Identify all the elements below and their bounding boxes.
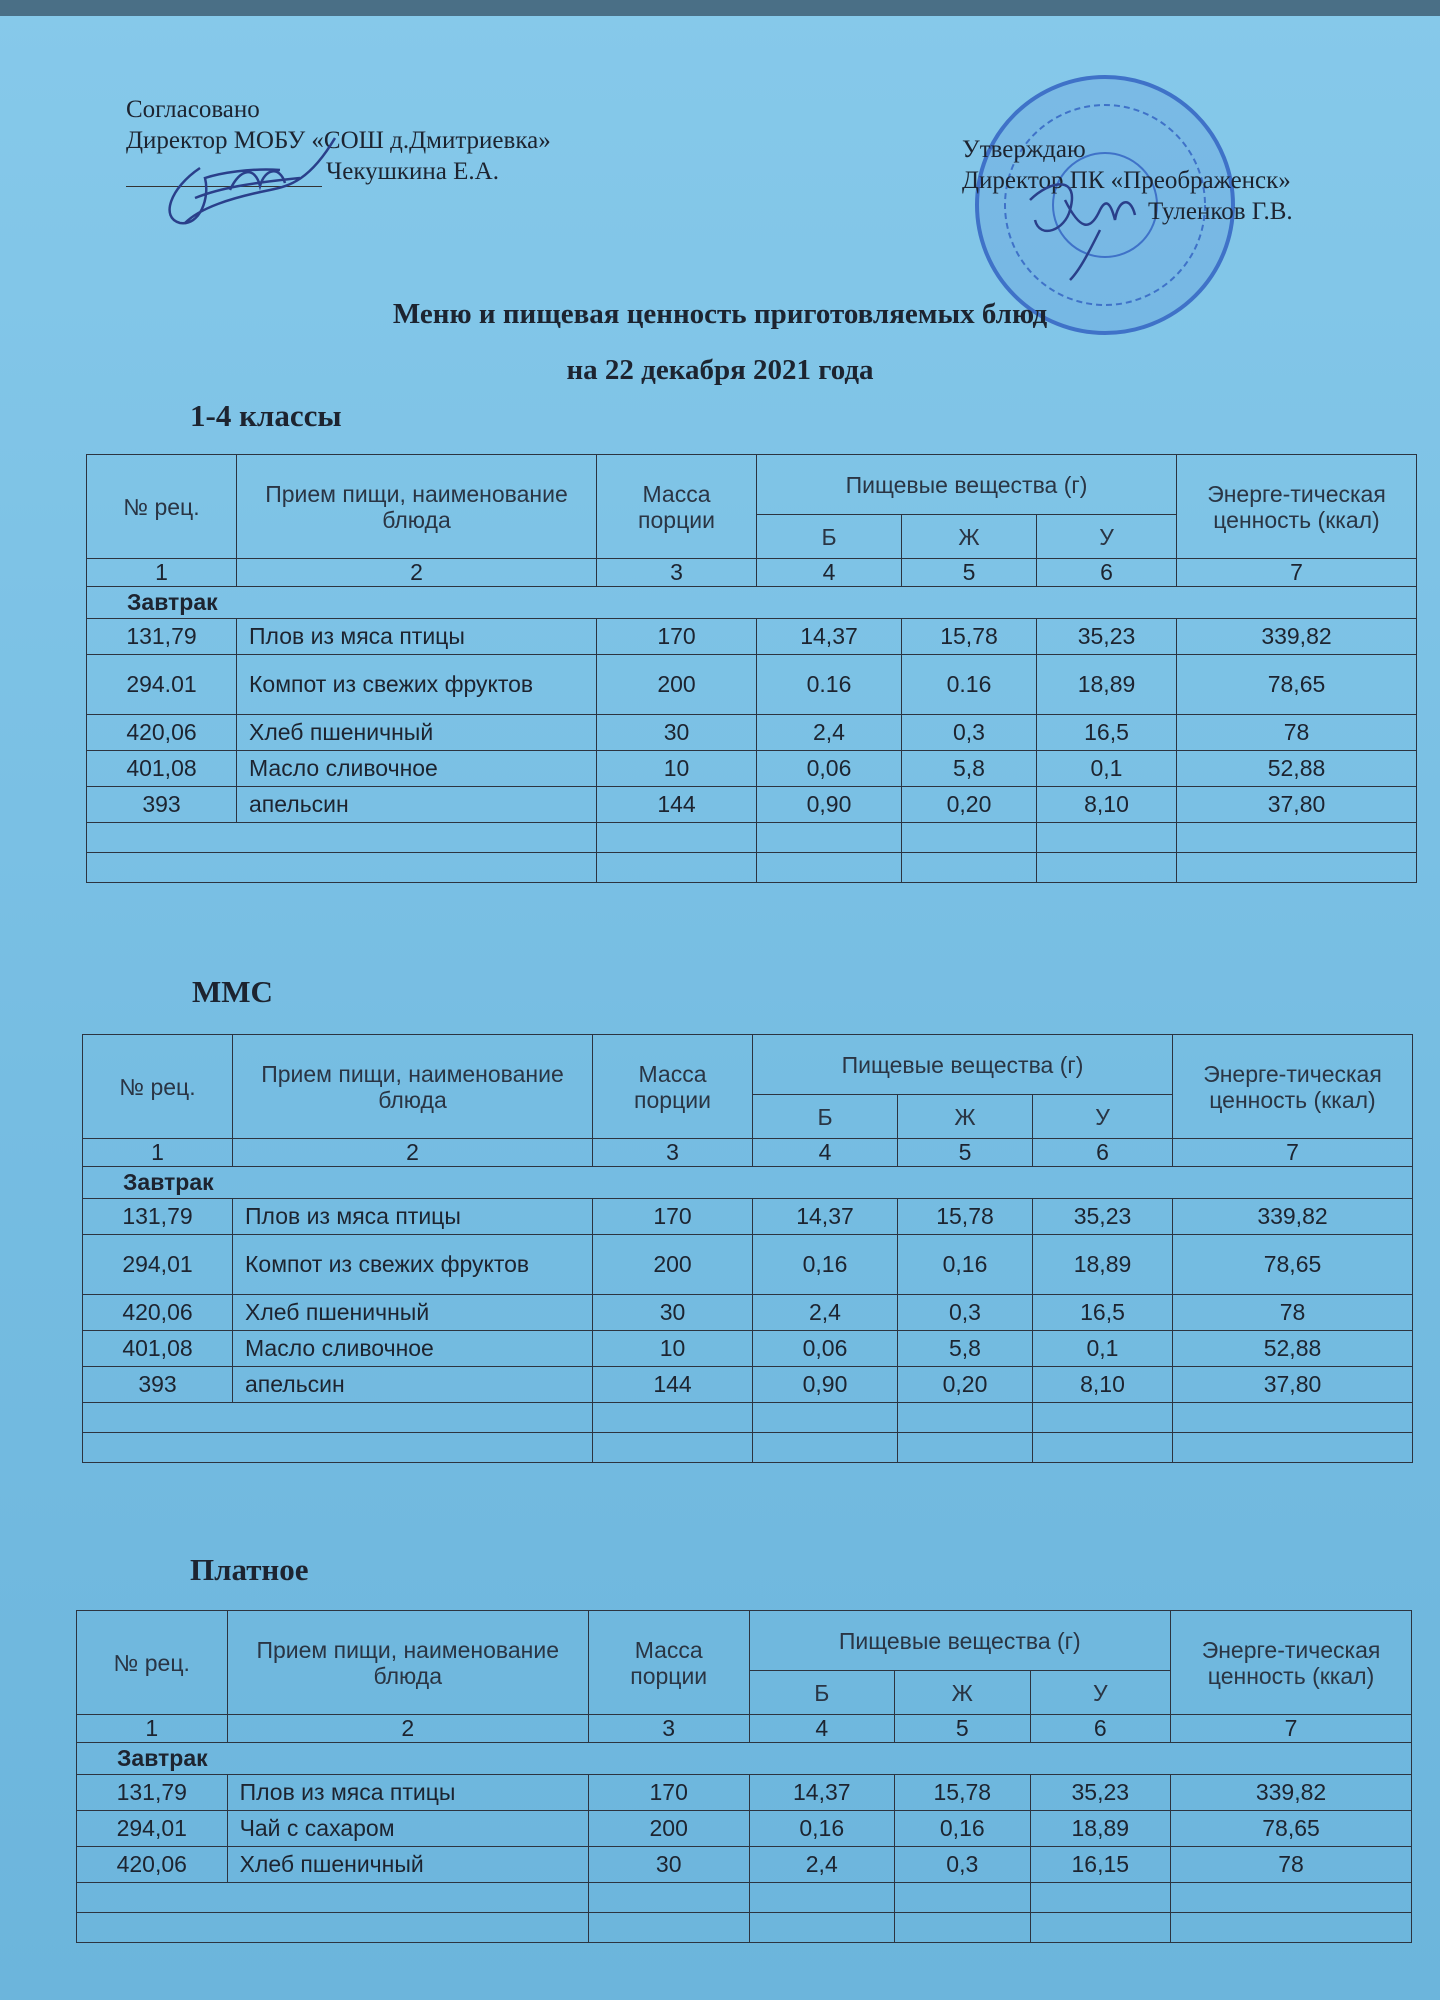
recipe-number: 131,79 xyxy=(77,1775,228,1811)
header-rec-no: № рец. xyxy=(87,455,237,559)
empty-cell xyxy=(1030,1913,1171,1943)
menu-table-paid xyxy=(76,1610,1412,1943)
recipe-number: 294,01 xyxy=(83,1235,233,1295)
empty-cell xyxy=(898,1433,1033,1463)
header-rec-no: № рец. xyxy=(77,1611,228,1715)
empty-cell xyxy=(1033,1403,1173,1433)
table-row xyxy=(83,1235,1413,1295)
carbs-value: 35,23 xyxy=(1030,1775,1171,1811)
table-row xyxy=(87,751,1417,787)
portion-mass: 200 xyxy=(597,655,757,715)
recipe-number: 131,79 xyxy=(87,619,237,655)
meal-label: Завтрак xyxy=(77,1743,1412,1775)
empty-cell xyxy=(1173,1403,1413,1433)
column-number: 6 xyxy=(1037,559,1177,587)
table-row xyxy=(83,1295,1413,1331)
empty-cell xyxy=(902,823,1037,853)
empty-cell xyxy=(749,1883,895,1913)
dish-name: апельсин xyxy=(237,787,597,823)
protein-value: 2,4 xyxy=(753,1295,898,1331)
protein-value: 14,37 xyxy=(749,1775,895,1811)
empty-cell xyxy=(753,1433,898,1463)
photo-edge xyxy=(0,0,1440,16)
carbs-value: 16,5 xyxy=(1037,715,1177,751)
recipe-number: 131,79 xyxy=(83,1199,233,1235)
header-nutrients: Пищевые вещества (г) xyxy=(757,455,1177,515)
header-carbs: У xyxy=(1033,1095,1173,1139)
recipe-number: 420,06 xyxy=(87,715,237,751)
header-rec-no: № рец. xyxy=(83,1035,233,1139)
protein-value: 0,16 xyxy=(749,1811,895,1847)
fat-value: 0,20 xyxy=(902,787,1037,823)
fat-value: 15,78 xyxy=(895,1775,1031,1811)
column-number: 6 xyxy=(1033,1139,1173,1167)
empty-cell xyxy=(83,1433,593,1463)
portion-mass: 144 xyxy=(597,787,757,823)
recipe-number: 420,06 xyxy=(77,1847,228,1883)
energy-value: 78,65 xyxy=(1171,1811,1412,1847)
empty-cell xyxy=(77,1913,589,1943)
empty-cell xyxy=(87,823,597,853)
header-energy: Энерге-тическая ценность (ккал) xyxy=(1171,1611,1412,1715)
meal-label: Завтрак xyxy=(87,587,1417,619)
carbs-value: 18,89 xyxy=(1033,1235,1173,1295)
header-energy: Энерге-тическая ценность (ккал) xyxy=(1177,455,1417,559)
fat-value: 0,16 xyxy=(895,1811,1031,1847)
section-heading-1-4: 1-4 классы xyxy=(190,398,342,433)
carbs-value: 18,89 xyxy=(1030,1811,1171,1847)
column-number: 2 xyxy=(227,1715,588,1743)
portion-mass: 30 xyxy=(597,715,757,751)
empty-cell xyxy=(902,853,1037,883)
carbs-value: 8,10 xyxy=(1037,787,1177,823)
protein-value: 0.16 xyxy=(757,655,902,715)
empty-row xyxy=(87,823,1417,853)
section-heading-paid: Платное xyxy=(190,1552,309,1587)
carbs-value: 35,23 xyxy=(1037,619,1177,655)
empty-cell xyxy=(593,1403,753,1433)
header-meal-name: Прием пищи, наименование блюда xyxy=(227,1611,588,1715)
energy-value: 339,82 xyxy=(1171,1775,1412,1811)
header-nutrients: Пищевые вещества (г) xyxy=(753,1035,1173,1095)
column-number: 2 xyxy=(237,559,597,587)
header-meal-name: Прием пищи, наименование блюда xyxy=(233,1035,593,1139)
column-number: 1 xyxy=(87,559,237,587)
recipe-number: 420,06 xyxy=(83,1295,233,1331)
portion-mass: 170 xyxy=(597,619,757,655)
table-row xyxy=(87,715,1417,751)
energy-value: 339,82 xyxy=(1177,619,1417,655)
empty-cell xyxy=(83,1403,593,1433)
carbs-value: 0,1 xyxy=(1033,1331,1173,1367)
fat-value: 0,16 xyxy=(898,1235,1033,1295)
approval-left-position: Директор МОБУ «СОШ д.Дмитриевка» xyxy=(126,127,551,154)
recipe-number: 401,08 xyxy=(83,1331,233,1367)
column-number: 6 xyxy=(1030,1715,1171,1743)
header-protein: Б xyxy=(749,1671,895,1715)
table-row xyxy=(87,619,1417,655)
empty-row xyxy=(77,1913,1412,1943)
header-carbs: У xyxy=(1030,1671,1171,1715)
column-number: 4 xyxy=(753,1139,898,1167)
empty-cell xyxy=(1177,853,1417,883)
column-number: 3 xyxy=(588,1715,749,1743)
menu-table-1-4 xyxy=(86,454,1417,883)
portion-mass: 144 xyxy=(593,1367,753,1403)
recipe-number: 393 xyxy=(87,787,237,823)
header-energy: Энерге-тическая ценность (ккал) xyxy=(1173,1035,1413,1139)
table-row xyxy=(77,1847,1412,1883)
recipe-number: 294.01 xyxy=(87,655,237,715)
empty-cell xyxy=(1037,823,1177,853)
table-row xyxy=(83,1199,1413,1235)
protein-value: 0,90 xyxy=(757,787,902,823)
portion-mass: 30 xyxy=(588,1847,749,1883)
empty-cell xyxy=(1030,1883,1171,1913)
protein-value: 2,4 xyxy=(757,715,902,751)
protein-value: 0,90 xyxy=(753,1367,898,1403)
table-row xyxy=(83,1331,1413,1367)
carbs-value: 18,89 xyxy=(1037,655,1177,715)
header-fat: Ж xyxy=(898,1095,1033,1139)
header-fat: Ж xyxy=(902,515,1037,559)
protein-value: 0,06 xyxy=(757,751,902,787)
column-number: 2 xyxy=(233,1139,593,1167)
page-subtitle: на 22 декабря 2021 года xyxy=(566,354,874,386)
empty-row xyxy=(87,853,1417,883)
portion-mass: 200 xyxy=(588,1811,749,1847)
column-number: 1 xyxy=(77,1715,228,1743)
carbs-value: 35,23 xyxy=(1033,1199,1173,1235)
empty-cell xyxy=(87,853,597,883)
energy-value: 78,65 xyxy=(1177,655,1417,715)
empty-cell xyxy=(895,1883,1031,1913)
fat-value: 5,8 xyxy=(898,1331,1033,1367)
portion-mass: 170 xyxy=(593,1199,753,1235)
column-number: 3 xyxy=(593,1139,753,1167)
energy-value: 78,65 xyxy=(1173,1235,1413,1295)
header-carbs: У xyxy=(1037,515,1177,559)
section-heading-mms: ММС xyxy=(192,974,273,1009)
page-title: Меню и пищевая ценность приготовляемых блюд xyxy=(392,298,1048,330)
header-fat: Ж xyxy=(895,1671,1031,1715)
column-number: 7 xyxy=(1177,559,1417,587)
column-number: 7 xyxy=(1171,1715,1412,1743)
column-number: 5 xyxy=(898,1139,1033,1167)
energy-value: 78 xyxy=(1171,1847,1412,1883)
energy-value: 78 xyxy=(1177,715,1417,751)
empty-cell xyxy=(1037,853,1177,883)
fat-value: 5,8 xyxy=(902,751,1037,787)
empty-cell xyxy=(588,1913,749,1943)
dish-name: Масло сливочное xyxy=(237,751,597,787)
empty-cell xyxy=(749,1913,895,1943)
protein-value: 2,4 xyxy=(749,1847,895,1883)
dish-name: Плов из мяса птицы xyxy=(227,1775,588,1811)
dish-name: Хлеб пшеничный xyxy=(233,1295,593,1331)
empty-cell xyxy=(1171,1883,1412,1913)
table-row xyxy=(87,655,1417,715)
empty-cell xyxy=(597,853,757,883)
header-protein: Б xyxy=(757,515,902,559)
portion-mass: 10 xyxy=(593,1331,753,1367)
dish-name: Компот из свежих фруктов xyxy=(237,655,597,715)
empty-cell xyxy=(1033,1433,1173,1463)
fat-value: 15,78 xyxy=(902,619,1037,655)
empty-cell xyxy=(1173,1433,1413,1463)
empty-cell xyxy=(1171,1913,1412,1943)
fat-value: 0,20 xyxy=(898,1367,1033,1403)
energy-value: 37,80 xyxy=(1173,1367,1413,1403)
portion-mass: 170 xyxy=(588,1775,749,1811)
fat-value: 15,78 xyxy=(898,1199,1033,1235)
approval-right-label: Утверждаю xyxy=(962,136,1086,163)
approval-left-name: Чекушкина Е.А. xyxy=(326,158,499,185)
table-row xyxy=(87,787,1417,823)
fat-value: 0,3 xyxy=(902,715,1037,751)
column-number: 3 xyxy=(597,559,757,587)
empty-row xyxy=(83,1433,1413,1463)
empty-cell xyxy=(895,1913,1031,1943)
column-number: 7 xyxy=(1173,1139,1413,1167)
column-number: 5 xyxy=(902,559,1037,587)
energy-value: 78 xyxy=(1173,1295,1413,1331)
header-portion: Масса порции xyxy=(588,1611,749,1715)
column-number: 5 xyxy=(895,1715,1031,1743)
table-row xyxy=(77,1775,1412,1811)
carbs-value: 0,1 xyxy=(1037,751,1177,787)
meal-label: Завтрак xyxy=(83,1167,1413,1199)
portion-mass: 30 xyxy=(593,1295,753,1331)
empty-row xyxy=(77,1883,1412,1913)
header-portion: Масса порции xyxy=(597,455,757,559)
column-number: 4 xyxy=(749,1715,895,1743)
energy-value: 52,88 xyxy=(1173,1331,1413,1367)
empty-cell xyxy=(757,823,902,853)
empty-cell xyxy=(757,853,902,883)
empty-cell xyxy=(77,1883,589,1913)
protein-value: 0,06 xyxy=(753,1331,898,1367)
column-number: 1 xyxy=(83,1139,233,1167)
protein-value: 14,37 xyxy=(753,1199,898,1235)
header-protein: Б xyxy=(753,1095,898,1139)
approval-left-label: Согласовано xyxy=(126,96,260,123)
carbs-value: 16,15 xyxy=(1030,1847,1171,1883)
energy-value: 339,82 xyxy=(1173,1199,1413,1235)
table-row xyxy=(77,1811,1412,1847)
carbs-value: 16,5 xyxy=(1033,1295,1173,1331)
left-signature xyxy=(160,128,360,248)
energy-value: 52,88 xyxy=(1177,751,1417,787)
empty-cell xyxy=(898,1403,1033,1433)
dish-name: Плов из мяса птицы xyxy=(233,1199,593,1235)
dish-name: Компот из свежих фруктов xyxy=(233,1235,593,1295)
header-nutrients: Пищевые вещества (г) xyxy=(749,1611,1171,1671)
fat-value: 0,3 xyxy=(895,1847,1031,1883)
dish-name: Чай с сахаром xyxy=(227,1811,588,1847)
protein-value: 0,16 xyxy=(753,1235,898,1295)
dish-name: Хлеб пшеничный xyxy=(227,1847,588,1883)
table-row xyxy=(83,1367,1413,1403)
dish-name: Хлеб пшеничный xyxy=(237,715,597,751)
empty-cell xyxy=(753,1403,898,1433)
dish-name: Масло сливочное xyxy=(233,1331,593,1367)
carbs-value: 8,10 xyxy=(1033,1367,1173,1403)
empty-cell xyxy=(597,823,757,853)
empty-cell xyxy=(588,1883,749,1913)
header-portion: Масса порции xyxy=(593,1035,753,1139)
energy-value: 37,80 xyxy=(1177,787,1417,823)
fat-value: 0.16 xyxy=(902,655,1037,715)
approval-right-name: Туленков Г.В. xyxy=(1148,198,1293,225)
dish-name: апельсин xyxy=(233,1367,593,1403)
protein-value: 14,37 xyxy=(757,619,902,655)
empty-cell xyxy=(593,1433,753,1463)
menu-table-mms xyxy=(82,1034,1413,1463)
header-meal-name: Прием пищи, наименование блюда xyxy=(237,455,597,559)
empty-row xyxy=(83,1403,1413,1433)
empty-cell xyxy=(1177,823,1417,853)
column-number: 4 xyxy=(757,559,902,587)
right-signature xyxy=(1010,170,1160,290)
recipe-number: 401,08 xyxy=(87,751,237,787)
recipe-number: 393 xyxy=(83,1367,233,1403)
approval-right-position: Директор ПК «Преображенск» xyxy=(962,167,1291,194)
recipe-number: 294,01 xyxy=(77,1811,228,1847)
portion-mass: 10 xyxy=(597,751,757,787)
portion-mass: 200 xyxy=(593,1235,753,1295)
dish-name: Плов из мяса птицы xyxy=(237,619,597,655)
fat-value: 0,3 xyxy=(898,1295,1033,1331)
